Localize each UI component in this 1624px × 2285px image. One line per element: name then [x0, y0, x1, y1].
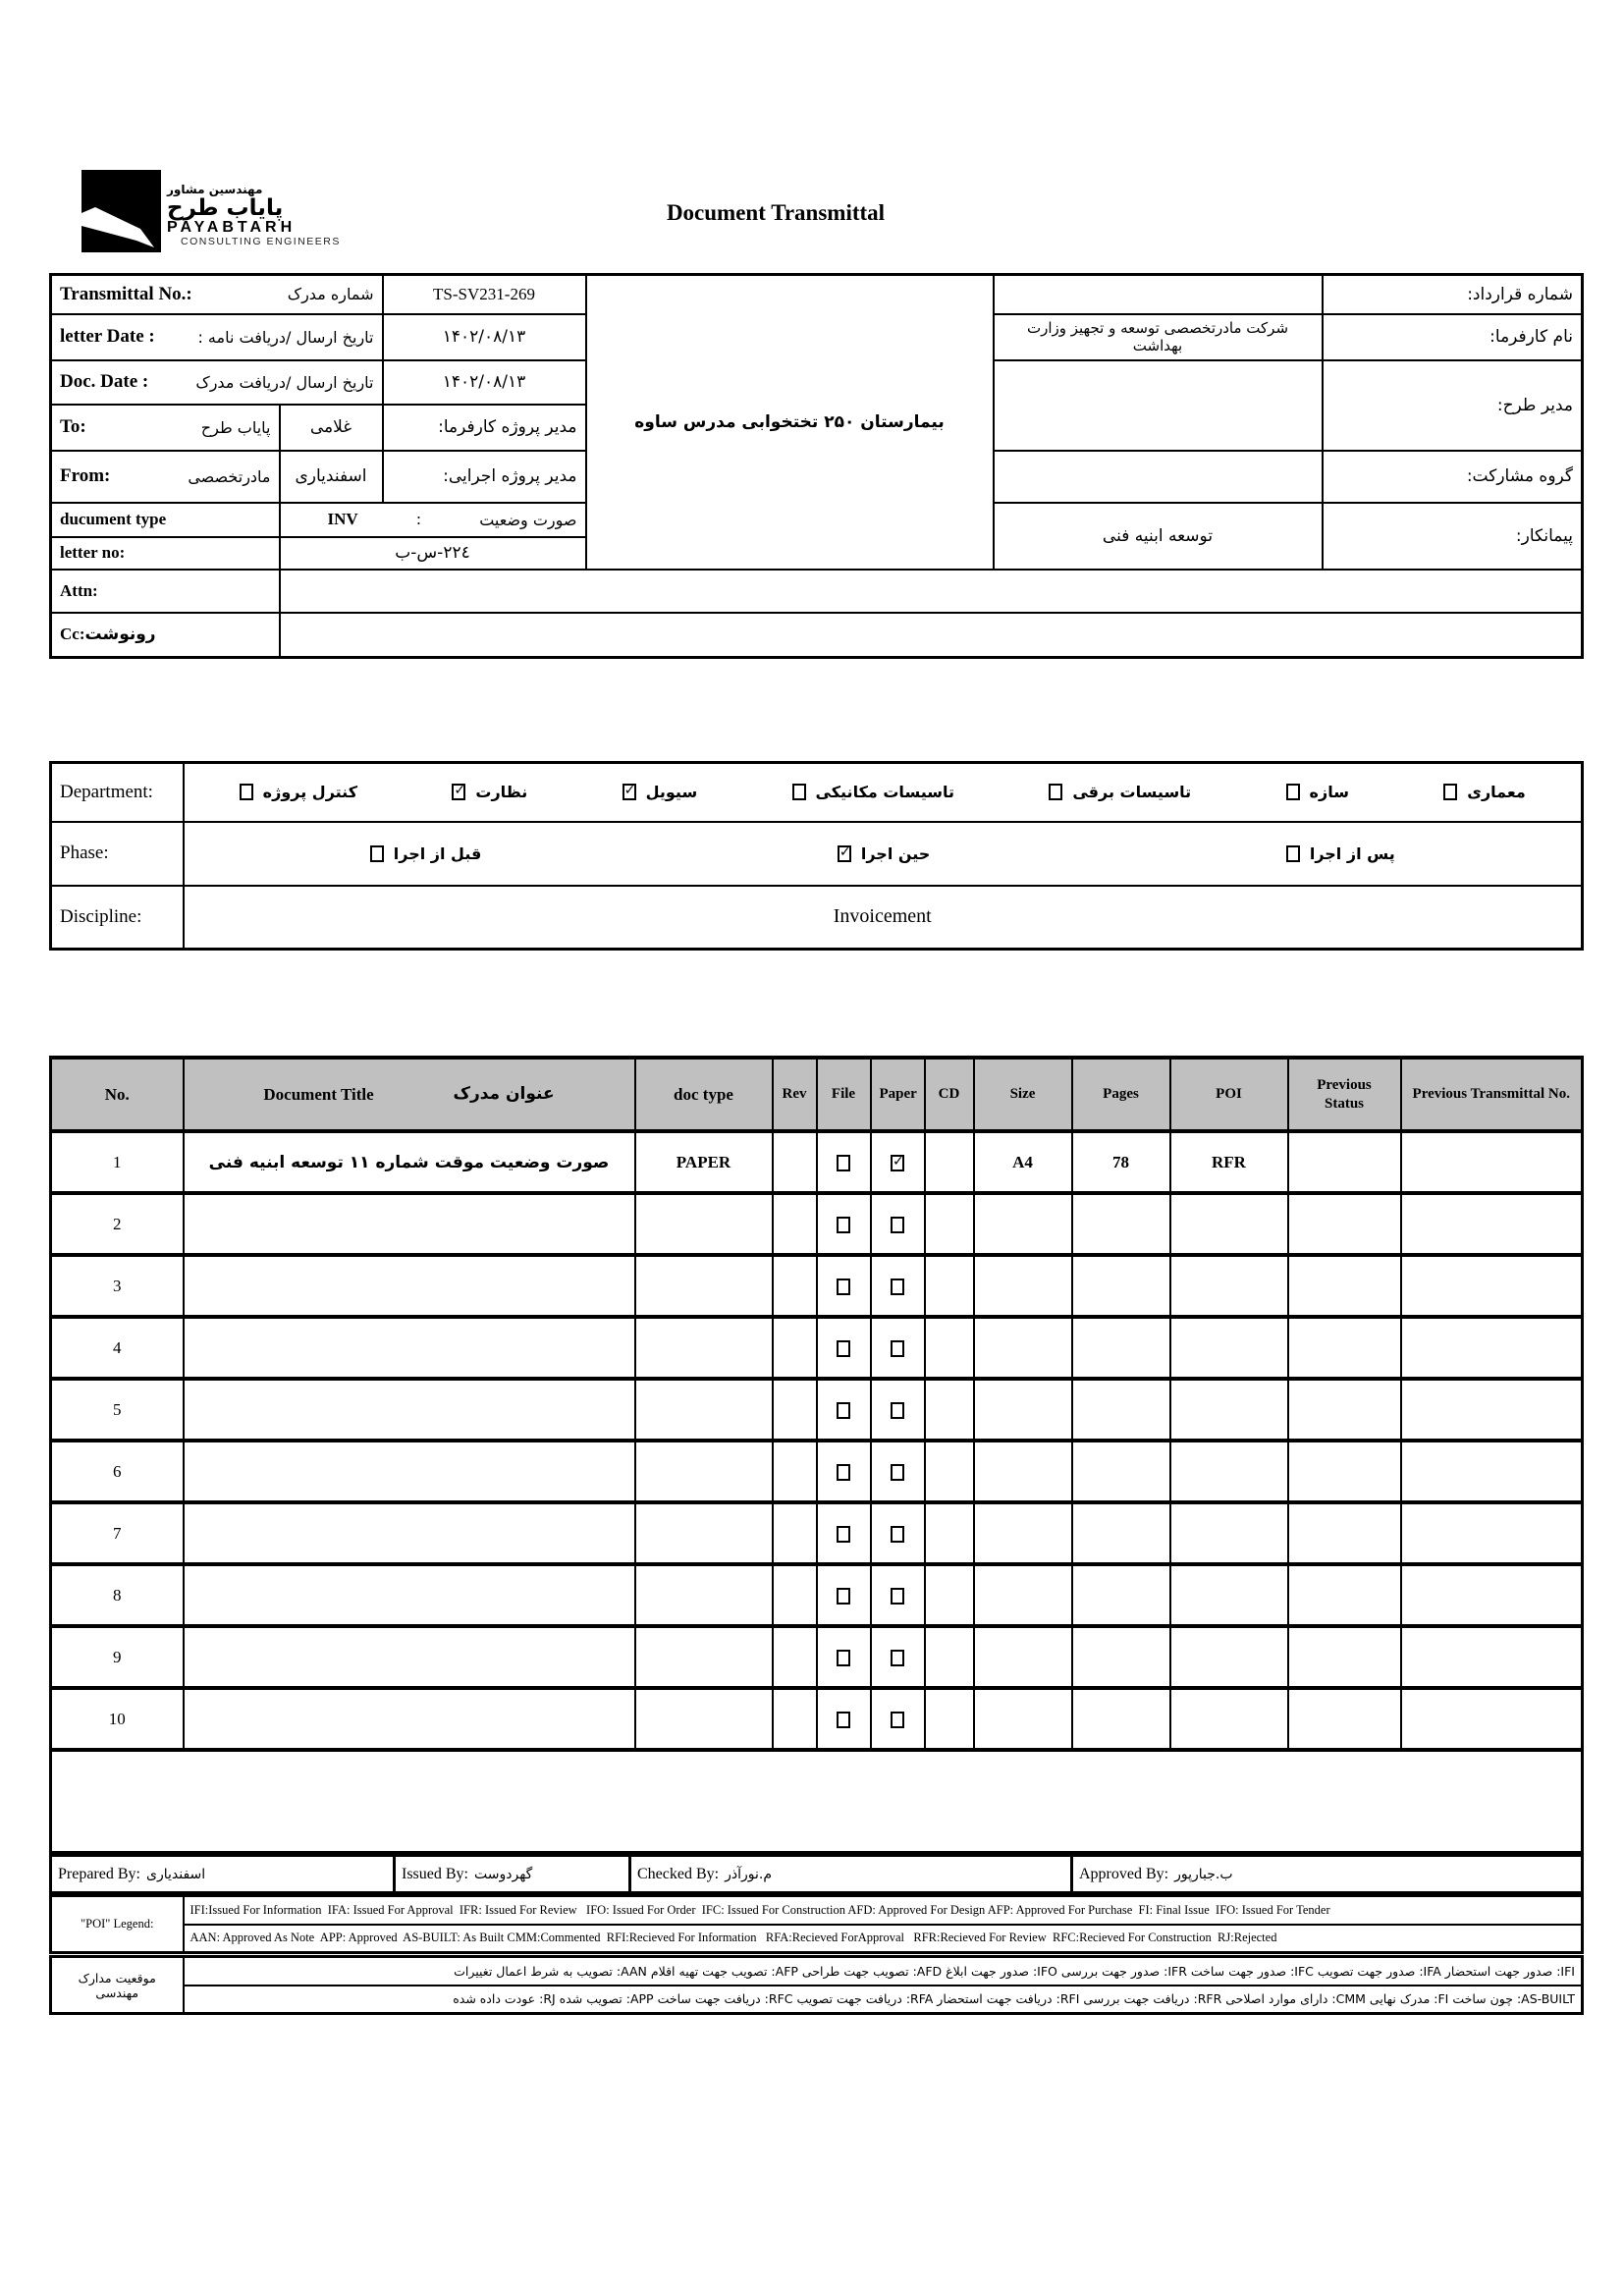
letter-no-value: ۲۲٤-س-ب	[280, 537, 586, 570]
design-manager-value	[994, 360, 1323, 451]
paper-checkbox[interactable]	[891, 1712, 904, 1728]
client-name-label: نام کارفرما:	[1323, 314, 1583, 360]
col-header-no: No.	[51, 1058, 184, 1131]
logo-company-fa-line2: پایاب طرح	[167, 194, 284, 221]
department-option-project-control: کنترل پروژه	[240, 783, 357, 801]
checked-by-label: Checked By:	[637, 1865, 720, 1882]
client-name-value: شرکت مادرتخصصی توسعه و تجهیز وزارت بهداشت	[994, 314, 1323, 360]
contractor-label: پیمانکار:	[1323, 503, 1583, 570]
phase-label: Phase:	[51, 822, 184, 886]
attn-value	[280, 570, 1583, 613]
letter-date-label-fa: تاریخ ارسال /دریافت نامه :	[197, 327, 374, 347]
paper-checkbox[interactable]	[891, 1650, 904, 1666]
fa-legend-label: موقعیت مدارک مهندسی	[51, 1957, 184, 2014]
exec-pm-label: مدیر پروژه اجرایی:	[383, 451, 586, 503]
table-row: 1 صورت وضعیت موقت شماره ۱۱ توسعه ابنیه فنی PAPER ✓ A4 78 RFR	[51, 1131, 1583, 1193]
letter-date-label-cell	[51, 314, 383, 360]
architecture-checkbox[interactable]	[1443, 784, 1457, 800]
department-option-civil: سیویل ✓	[623, 783, 698, 801]
col-header-size: Size	[974, 1058, 1072, 1131]
table-row: 2	[51, 1193, 1583, 1255]
table-row: 6	[51, 1441, 1583, 1502]
classification-table	[49, 761, 1584, 951]
phase-option-before-execution: قبل از اجرا	[370, 844, 482, 863]
approved-by-label: Approved By:	[1079, 1865, 1169, 1882]
contract-no-label: شماره قرارداد:	[1323, 275, 1583, 314]
col-header-doc-type: doc type	[635, 1058, 773, 1131]
file-checkbox[interactable]	[837, 1217, 850, 1233]
discipline-label: Discipline:	[51, 886, 184, 950]
paper-checkbox[interactable]	[891, 1402, 904, 1419]
issued-by-value: گهردوست	[474, 1866, 533, 1882]
file-checkbox[interactable]	[837, 1588, 850, 1605]
phase-options	[184, 822, 1583, 886]
mechanical-checkbox[interactable]	[792, 784, 806, 800]
doc-type-label-fa: صورت وضعیت	[479, 510, 577, 529]
col-header-pages: Pages	[1072, 1058, 1170, 1131]
after-execution-checkbox[interactable]	[1286, 845, 1300, 862]
approved-by-cell	[1072, 1856, 1583, 1893]
poi-legend-en-line2: AAN: Approved As Note APP: Approved AS-BUILT: As Built CMM:Commented RFI:Recieved For Information RFA:Recieved ForApproval RFR:Recieved For Review RFC:Recieved For Construction RJ:Rejected	[184, 1925, 1583, 1953]
phase-option-during-execution: حین اجرا ✓	[838, 844, 930, 863]
paper-checkbox[interactable]	[891, 1279, 904, 1295]
col-header-cd: CD	[925, 1058, 974, 1131]
prepared-by-value: اسفندیاری	[145, 1866, 206, 1882]
transmittal-no-label-fa: شماره مدرک	[287, 285, 374, 304]
fa-legend-line2: AS-BUILT: چون ساخت FI: مدرک نهایی CMM: دارای موارد اصلاحی RFR: دریافت جهت بررسی RFI: دریافت جهت استحضار RFA: دریافت جهت تصویب RFC: دریافت جهت ساخت APP: تصویب شده RJ: عودت داده شده	[184, 1986, 1583, 2014]
file-checkbox[interactable]	[837, 1526, 850, 1543]
table-row: 8	[51, 1564, 1583, 1626]
contract-no-value	[994, 275, 1323, 314]
col-header-poi: POI	[1170, 1058, 1288, 1131]
file-checkbox[interactable]	[837, 1712, 850, 1728]
department-label: Department:	[51, 763, 184, 822]
doc-date-label: Doc. Date :	[60, 371, 149, 392]
poi-legend-label: "POI" Legend:	[51, 1896, 184, 1953]
table-row: 9	[51, 1626, 1583, 1688]
department-option-architecture: معماری	[1443, 783, 1526, 801]
file-checkbox[interactable]	[837, 1340, 850, 1357]
page-title: Document Transmittal	[666, 200, 886, 225]
logo-company-en: PAYABTARH	[167, 218, 297, 236]
department-option-structure: سازه	[1286, 783, 1349, 801]
col-header-title-fa: عنوان مدرک	[453, 1083, 555, 1104]
file-checkbox[interactable]	[837, 1464, 850, 1481]
notes-cell	[51, 1750, 1583, 1853]
to-person: غلامی	[280, 405, 383, 451]
poi-legend-en-line1: IFI:Issued For Information IFA: Issued For Approval IFR: Issued For Review IFO: Issued For Order IFC: Issued For Construction AFD: Approved For Design AFP: Approved For Purchase FI: Final Issue IFO: Issued For Tender	[184, 1896, 1583, 1925]
checked-by-value: م.نورآذر	[725, 1866, 772, 1882]
file-checkbox[interactable]	[837, 1155, 850, 1171]
from-label: From:	[60, 465, 111, 486]
project-name: بیمارستان ۲۵۰ تختخوابی مدرس ساوه	[586, 275, 994, 570]
contractor-value: توسعه ابنیه فنی	[994, 503, 1323, 570]
col-header-title: Document Title عنوان مدرک	[184, 1058, 635, 1131]
cc-value	[280, 613, 1583, 658]
col-header-prev-transmittal: Previous Transmittal No.	[1401, 1058, 1583, 1131]
header-table	[49, 273, 1584, 659]
file-checkbox[interactable]	[837, 1402, 850, 1419]
department-options	[184, 763, 1583, 822]
table-row: 5	[51, 1379, 1583, 1441]
from-person: اسفندیاری	[280, 451, 383, 503]
during-execution-checkbox[interactable]	[838, 845, 851, 862]
design-manager-label: مدیر طرح:	[1323, 360, 1583, 451]
doc-type-cell	[280, 503, 586, 537]
poi-legend-table	[49, 1894, 1584, 1954]
civil-checkbox[interactable]	[623, 784, 636, 800]
document-list-table	[49, 1056, 1584, 1855]
paper-checkbox[interactable]	[891, 1155, 904, 1171]
discipline-value: Invoicement	[184, 886, 1583, 950]
logo-tagline: CONSULTING ENGINEERS	[181, 235, 341, 247]
doc-type-value: INV	[327, 510, 358, 528]
doc-date-label-fa: تاریخ ارسال /دریافت مدرک	[195, 372, 374, 392]
client-pm-label: مدیر پروژه کارفرما:	[383, 405, 586, 451]
prepared-by-label: Prepared By:	[58, 1865, 140, 1882]
col-header-rev: Rev	[773, 1058, 817, 1131]
from-cell	[51, 451, 280, 503]
letter-no-label: letter no:	[51, 537, 280, 570]
table-row: 4	[51, 1317, 1583, 1379]
department-option-supervision: نظارت ✓	[452, 783, 527, 801]
structure-checkbox[interactable]	[1286, 784, 1300, 800]
attn-label: Attn:	[51, 570, 280, 613]
table-row: 3	[51, 1255, 1583, 1317]
project-control-checkbox[interactable]	[240, 784, 253, 800]
doc-type-separator: :	[416, 510, 421, 528]
file-checkbox[interactable]	[837, 1279, 850, 1295]
transmittal-no-label-cell	[51, 275, 383, 314]
issued-by-cell	[395, 1856, 630, 1893]
paper-checkbox[interactable]	[891, 1217, 904, 1233]
col-header-paper: Paper	[871, 1058, 925, 1131]
approved-by-value: ب.جبارپور	[1174, 1866, 1233, 1882]
paper-checkbox[interactable]	[891, 1464, 904, 1481]
supervision-checkbox[interactable]	[452, 784, 465, 800]
issued-by-label: Issued By:	[402, 1865, 468, 1882]
checked-by-cell	[630, 1856, 1072, 1893]
table-row: 10	[51, 1688, 1583, 1750]
document-title: صورت وضعیت موقت شماره ۱۱ توسعه ابنیه فنی	[184, 1131, 635, 1193]
paper-checkbox[interactable]	[891, 1340, 904, 1357]
prepared-by-cell	[51, 1856, 395, 1893]
transmittal-no-value: TS-SV231-269	[383, 275, 586, 314]
before-execution-checkbox[interactable]	[370, 845, 384, 862]
col-header-prev-status: Previous Status	[1288, 1058, 1401, 1131]
partnership-label: گروه مشارکت:	[1323, 451, 1583, 503]
doc-type-label: ducument type	[51, 503, 280, 537]
letter-date-value: ۱۴۰۲/۰۸/۱۳	[383, 314, 586, 360]
transmittal-no-label: Transmittal No.:	[60, 283, 192, 304]
cc-label: Cc:رونوشت	[51, 613, 280, 658]
file-checkbox[interactable]	[837, 1650, 850, 1666]
signoff-table	[49, 1854, 1584, 1894]
phase-option-after-execution: پس از اجرا	[1286, 844, 1395, 863]
col-header-file: File	[817, 1058, 871, 1131]
partnership-value	[994, 451, 1323, 503]
paper-checkbox[interactable]	[891, 1526, 904, 1543]
table-row: 7	[51, 1502, 1583, 1564]
from-value: مادرتخصصی	[188, 466, 271, 486]
to-label: To:	[60, 416, 86, 437]
paper-checkbox[interactable]	[891, 1588, 904, 1605]
fa-legend-line1: IFI: صدور جهت استحضار IFA: صدور جهت تصویب IFC: صدور جهت ساخت IFR: صدور جهت بررسی IFO: صدور جهت ابلاغ AFD: تصویب جهت طراحی AFP: تصویب جهت تهیه اقلام AAN: تصویب به شرط اعمال تغییرات	[184, 1957, 1583, 1986]
logo-company-fa-line1: مهندسین مشاور	[167, 183, 263, 196]
letter-date-label: letter Date :	[60, 326, 155, 347]
department-option-mechanical: تاسیسات مکانیکی	[792, 783, 954, 801]
electrical-checkbox[interactable]	[1049, 784, 1062, 800]
doc-date-value: ۱۴۰۲/۰۸/۱۳	[383, 360, 586, 405]
department-option-electrical: تاسیسات برقی	[1049, 783, 1191, 801]
to-value: پایاب طرح	[200, 417, 271, 437]
to-cell	[51, 405, 280, 451]
doc-date-label-cell	[51, 360, 383, 405]
fa-legend-table	[49, 1955, 1584, 2015]
